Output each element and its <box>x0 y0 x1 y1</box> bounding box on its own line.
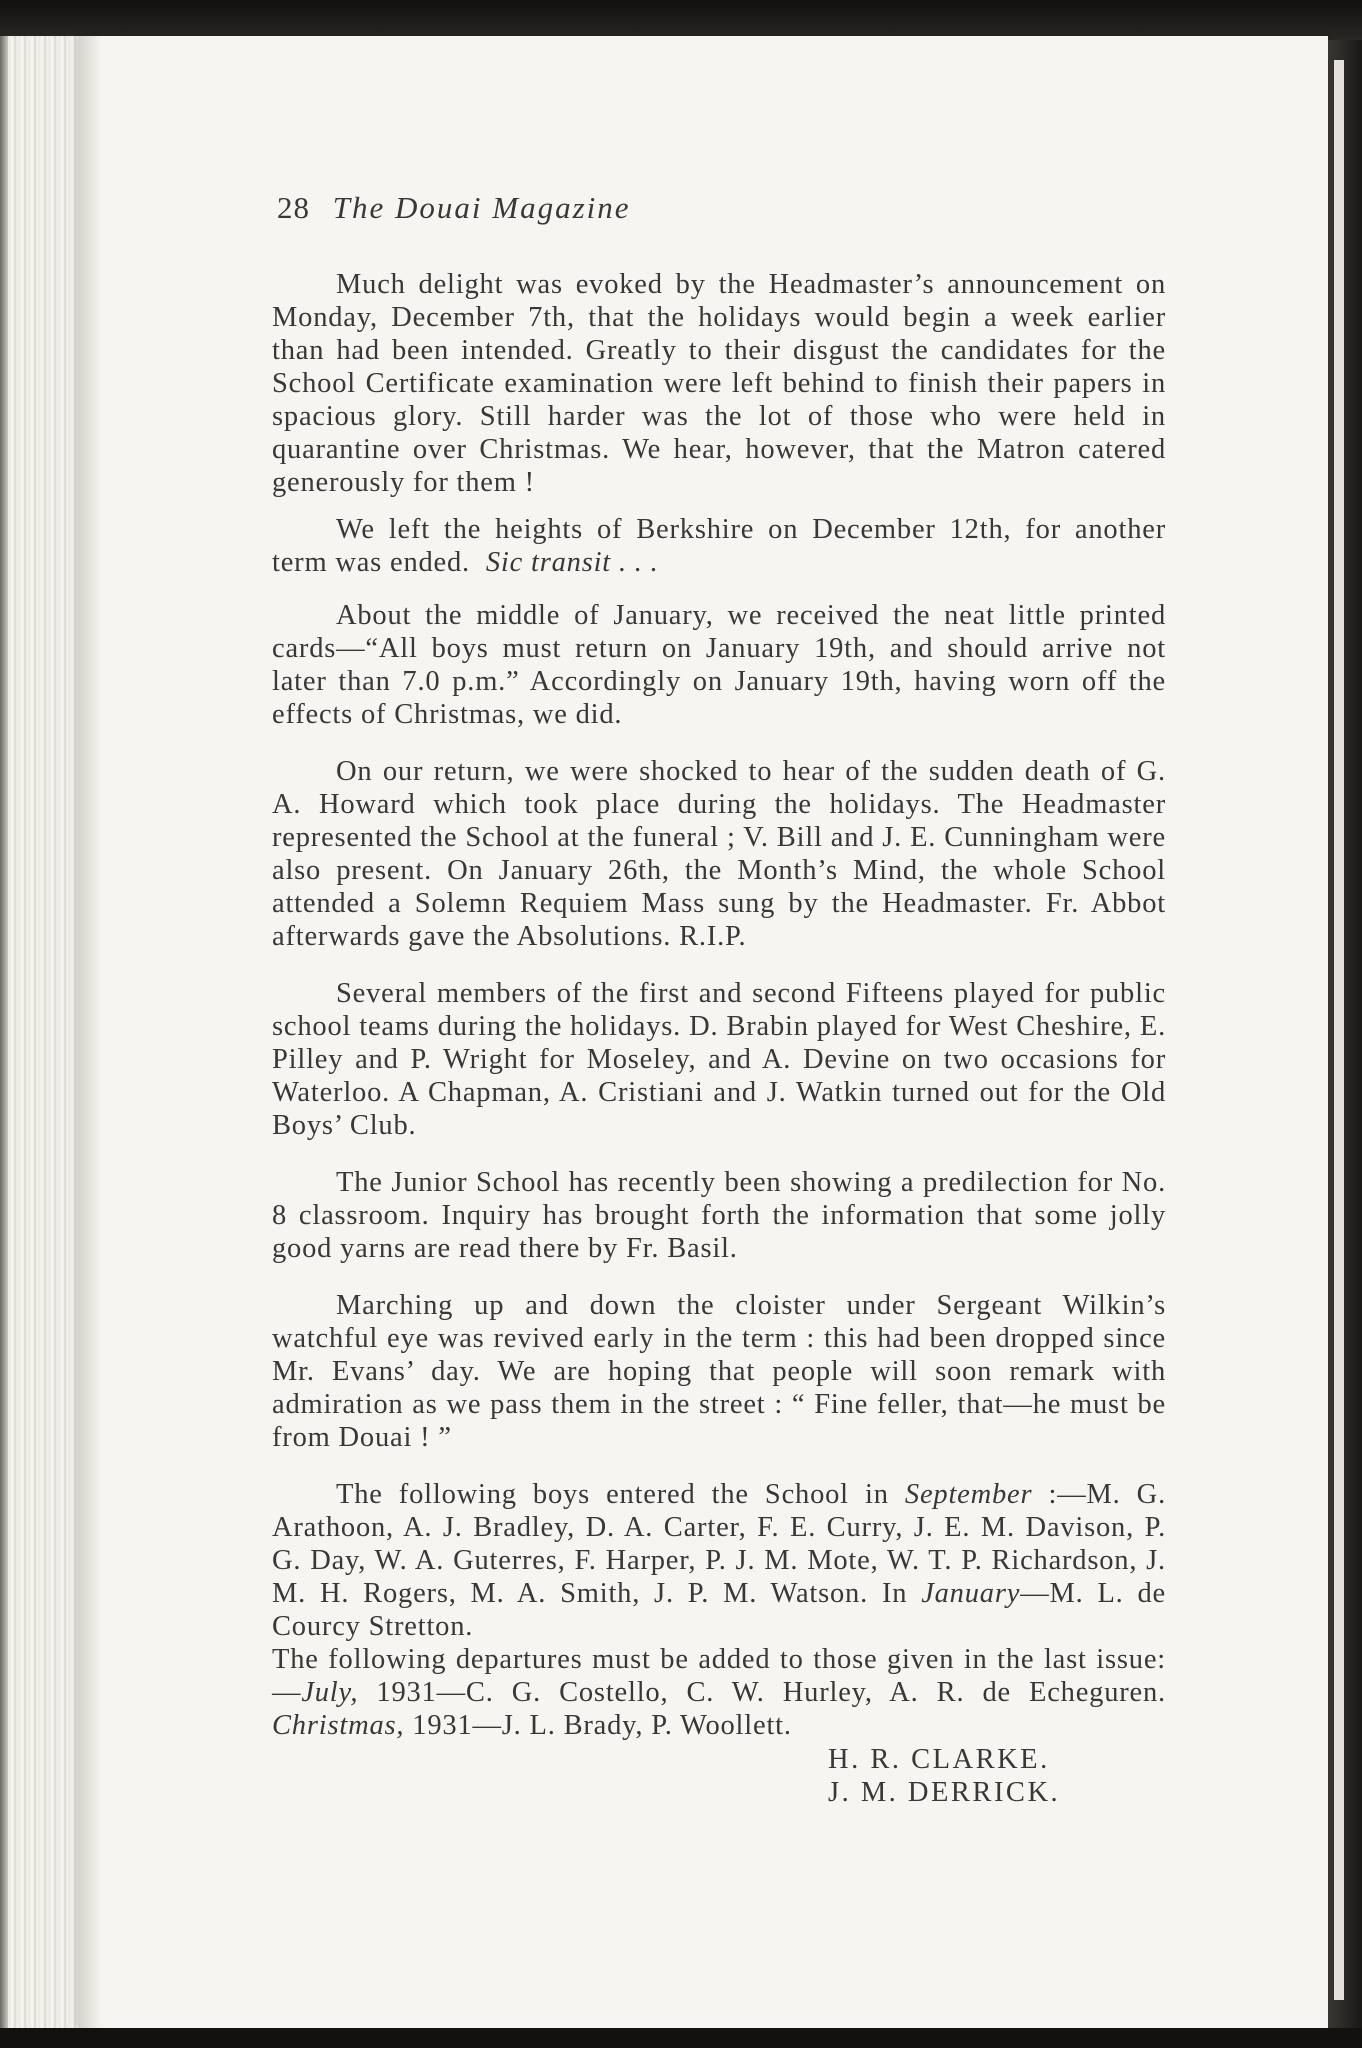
scan-bottom-edge <box>0 2028 1362 2048</box>
paragraph-departures <box>272 1643 1166 1742</box>
departures-july-label: July, <box>301 1677 359 1708</box>
entrants-intro: The following boys entered the School in <box>336 1479 889 1510</box>
paragraph-holidays: Much delight was evoked by the Headmaster’s announcement on Monday, December 7th, that the holidays would begin a week earlier than had been intended. Greatly to their disgust the candidates for the School Certificate examination were left behind to finish their papers in spacious glory. Still harder was the lot of those who were held in quarantine over Christmas. We hear, however, that the Matron catered generously for them ! <box>272 269 1166 498</box>
paragraph-entrants <box>272 1478 1166 1643</box>
page-stack-edge <box>0 36 90 2032</box>
entrants-january-list: —M. L. de Courcy Stretton. <box>272 1578 1166 1642</box>
signature-clarke: H. R. CLARKE. <box>828 1744 1050 1775</box>
departures-july-list: 1931—C. G. Costello, C. W. Hurley, A. R. de Echeguren. <box>376 1677 1166 1708</box>
paragraph-term-ended-text: We left the heights of Berkshire on December 12th, for another term was ended. <box>272 514 1166 578</box>
sic-transit-phrase: Sic transit . . . <box>485 547 659 578</box>
entrants-september-label: September <box>904 1479 1033 1510</box>
magazine-title: The Douai Magazine <box>332 190 631 225</box>
paragraph-obituary: On our return, we were shocked to hear of the sudden death of G. A. Howard which took place during the holidays. The Headmaster represented the School at the funeral ; V. Bill and J. E. Cunningham were also present. On January 26th, the Month’s Mind, the whole School attended a Solemn Requiem Mass sung by the Headmaster. Fr. Abbot afterwards gave the Absolutions. R.I.P. <box>272 756 1166 952</box>
departures-christmas-list: 1931—J. L. Brady, P. Woollett. <box>412 1710 792 1741</box>
entrants-january-label: January <box>921 1578 1021 1609</box>
departures-intro: The following departures must be added to those given in the last issue:— <box>272 1644 1166 1708</box>
paragraph-term-ended <box>272 513 1166 579</box>
running-header <box>277 190 631 226</box>
paragraph-rugby: Several members of the first and second Fifteens played for public school teams during the holidays. D. Brabin played for West Cheshire, E. Pilley and P. Wright for Moseley, and A. Devine on two occasions for Waterloo. A Chapman, A. Cristiani and J. Watkin turned out for the Old Boys’ Club. <box>272 978 1166 1141</box>
paragraph-cloister-drill: Marching up and down the cloister under Sergeant Wilkin’s watchful eye was revived early in the term : this had been dropped since Mr. Evans’ day. We are hoping that people will soon remark with admiration as we pass them in the street : “ Fine feller, that—he must be from Douai ! ” <box>272 1290 1166 1453</box>
departures-christmas-label: Christmas, <box>272 1710 405 1741</box>
signature-derrick: J. M. DERRICK. <box>828 1777 1061 1808</box>
page-gutter-shadow <box>78 36 102 2028</box>
signature-block <box>272 1743 1166 1809</box>
paragraph-junior-school: The Junior School has recently been showing a predilection for No. 8 classroom. Inquiry has brought forth the information that some jolly good yarns are read there by Fr. Basil. <box>272 1167 1166 1264</box>
article-body <box>272 268 1166 1809</box>
book-spine-shadow <box>0 36 8 2032</box>
facing-page-sliver <box>1334 60 1344 2000</box>
entrants-in-word: In <box>881 1578 908 1609</box>
entrants-september-list: :—M. G. Arathoon, A. J. Bradley, D. A. Carter, F. E. Curry, J. E. M. Davison, P. G. Day, W. A. Guterres, F. Harper, P. J. M. Mote, W. T. P. Richardson, J. M. H. Rogers, M. A. Smith, J. P. M. Watson. <box>272 1479 1166 1609</box>
page-number: 28 <box>277 190 310 225</box>
paragraph-return-cards: About the middle of January, we received the neat little printed cards—“All boys must return on January 19th, and should arrive not later than 7.0 p.m.” Accordingly on January 19th, having worn off the effects of Christmas, we did. <box>272 600 1166 730</box>
